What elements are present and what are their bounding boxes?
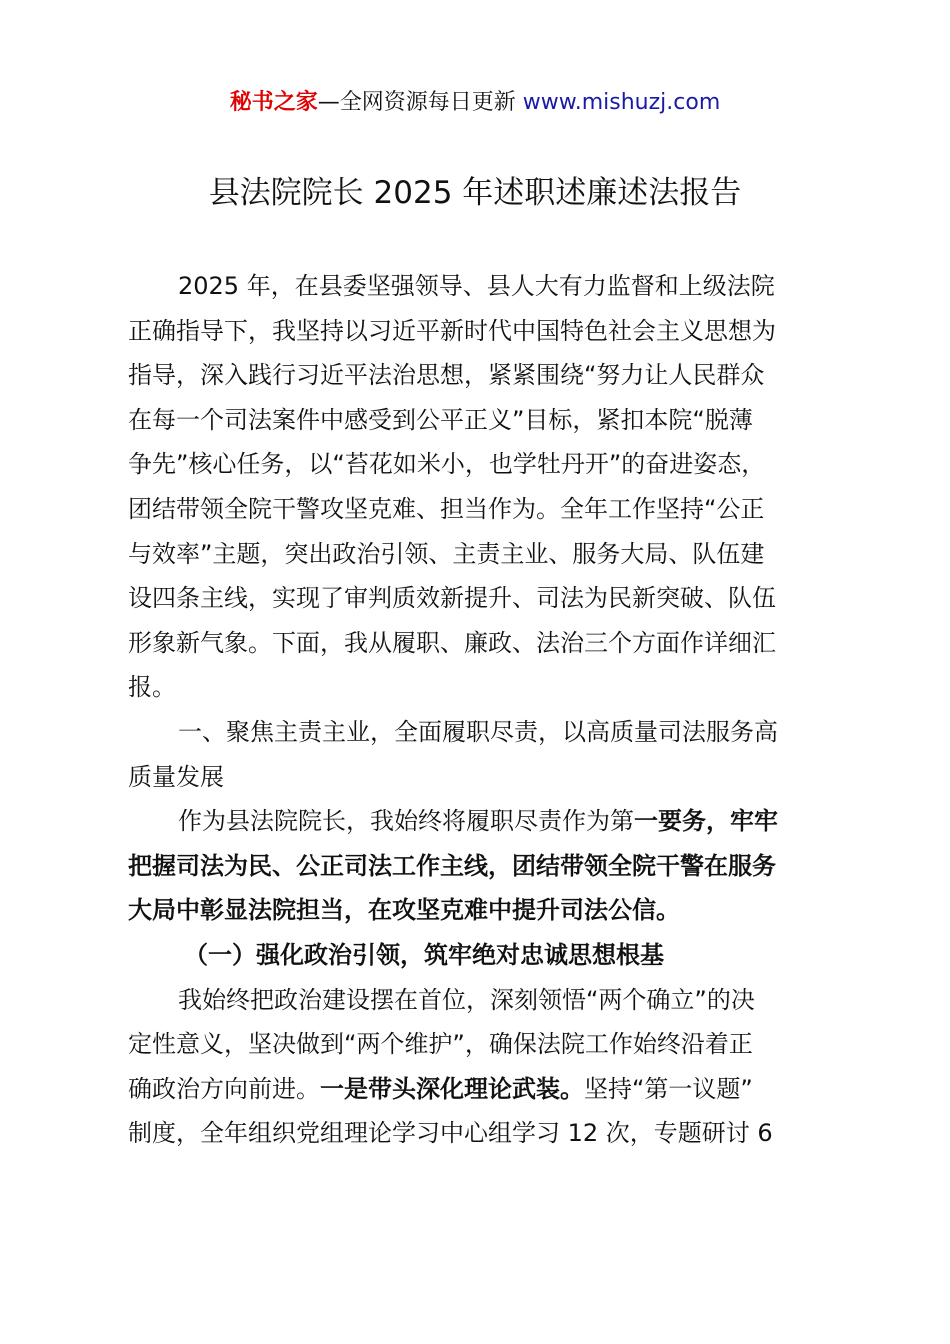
site-header	[0, 88, 950, 118]
paragraph-line: 报。	[128, 673, 176, 702]
text-run: 作为县法院院长，我始终将履职尽责作为第	[178, 807, 634, 836]
paragraph-line: 设四条主线，实现了审判质效新提升、司法为民新突破、队伍	[128, 584, 776, 613]
section-heading-line: 一、聚焦主责主业，全面履职尽责，以高质量司法服务高	[178, 717, 778, 746]
site-brand: 秘书之家	[229, 90, 318, 115]
paragraph-line	[128, 799, 838, 844]
paragraph-line: 把握司法为民、公正司法工作主线，团结带领全院干警在服务	[128, 851, 776, 880]
text-run: 确政治方向前进。	[128, 1074, 320, 1103]
paragraph-line: 在每一个司法案件中感受到公平正义”目标，紧扣本院“脱薄	[128, 405, 753, 434]
site-url-link[interactable]: www.mishuzj.com	[522, 90, 721, 115]
paragraph-line: 大局中彰显法院担当，在攻坚克难中提升司法公信。	[128, 896, 680, 925]
site-tagline: —全网资源每日更新	[317, 90, 523, 115]
paragraph-line: 团结带领全院干警攻坚克难、担当作为。全年工作坚持“公正	[128, 494, 765, 523]
paragraph-line: 定性意义，坚决做到“两个维护”，确保法院工作始终沿着正	[128, 1030, 753, 1059]
paragraph-line: 我始终把政治建设摆在首位，深刻领悟“两个确立”的决	[178, 985, 755, 1014]
bold-text-run: 一要务，牢牢	[634, 807, 778, 836]
text-run: 坚持“第一议题”	[584, 1074, 753, 1103]
paragraph-line: 争先”核心任务，以“苔花如米小，也学牡丹开”的奋进姿态，	[128, 450, 766, 479]
paragraph-line: 正确指导下，我坚持以习近平新时代中国特色社会主义思想为	[128, 316, 776, 345]
paragraph-line	[128, 1067, 838, 1112]
subsection-heading: （一）强化政治引领，筑牢绝对忠诚思想根基	[184, 940, 664, 969]
document-body	[128, 264, 838, 1156]
paragraph-line: 形象新气象。下面，我从履职、廉政、法治三个方面作详细汇	[128, 628, 776, 657]
section-heading-line: 质量发展	[128, 762, 224, 791]
document-title: 县法院院长 2025 年述职述廉述法报告	[208, 175, 742, 211]
bold-text-run: 一是带头深化理论武装。	[320, 1074, 584, 1103]
paragraph-line: 2025 年，在县委坚强领导、县人大有力监督和上级法院	[178, 272, 775, 300]
paragraph-line: 制度，全年组织党组理论学习中心组学习 12 次，专题研讨 6	[128, 1119, 773, 1148]
paragraph-line: 与效率”主题，突出政治引领、主责主业、服务大局、队伍建	[128, 539, 765, 568]
paragraph-line: 指导，深入践行习近平法治思想，紧紧围绕“努力让人民群众	[128, 361, 765, 390]
